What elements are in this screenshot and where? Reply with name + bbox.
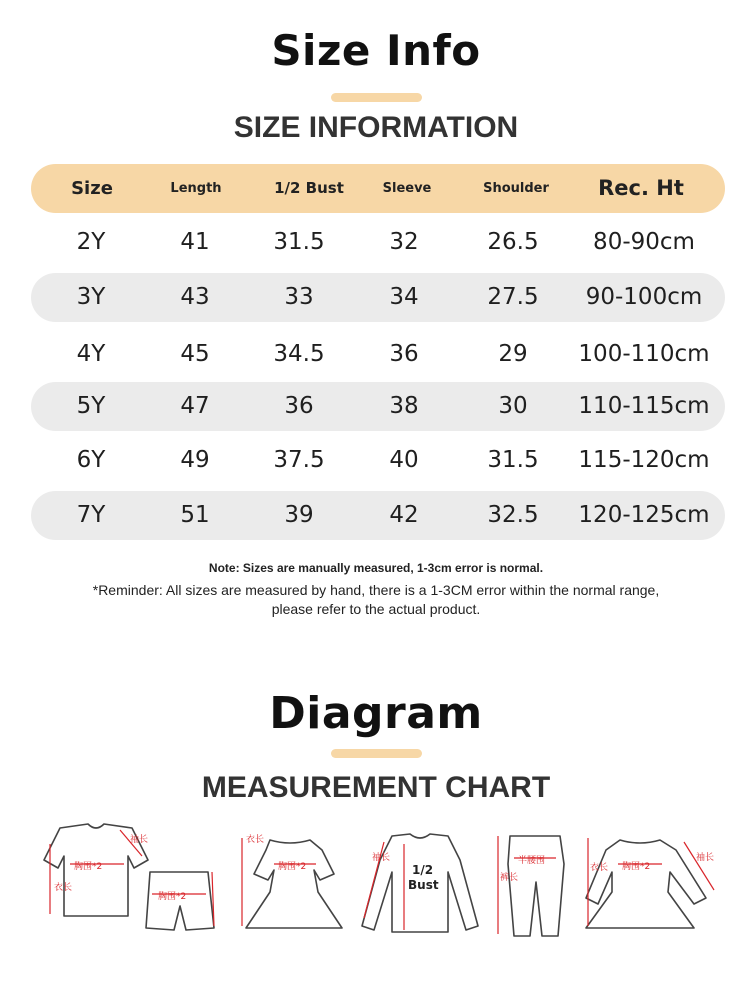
sleeve-tag: 袖长: [696, 853, 715, 863]
column-header-shoulder: Shoulder: [483, 181, 549, 196]
title-underline: [331, 93, 422, 102]
cell-length: 41: [180, 229, 210, 255]
cell-bust: 39: [284, 502, 314, 528]
table-row: [31, 491, 725, 540]
cell-shoulder: 32.5: [487, 502, 539, 528]
table-row: [31, 273, 725, 322]
cell-size: 6Y: [76, 447, 106, 473]
cell-bust: 33: [284, 284, 314, 310]
waist-tag: 半腰围: [518, 856, 546, 866]
section-subtitle: SIZE INFORMATION: [233, 111, 519, 144]
chest-tag: 胸围*2: [278, 862, 307, 872]
cell-rec-ht: 100-110cm: [578, 341, 710, 367]
cell-size: 3Y: [76, 284, 106, 310]
cell-shoulder: 27.5: [487, 284, 539, 310]
table-row: [31, 382, 725, 431]
chest-tag: 胸围*2: [158, 892, 187, 902]
cell-length: 51: [180, 502, 210, 528]
table-header-row: [31, 164, 725, 213]
cell-size: 7Y: [76, 502, 106, 528]
column-header-bust: 1/2 Bust: [274, 179, 344, 197]
sleeve-tag: 袖长: [372, 853, 391, 863]
bust-label-top: 1/2: [412, 863, 434, 877]
cell-bust: 31.5: [273, 229, 325, 255]
cell-rec-ht: 110-115cm: [578, 393, 710, 419]
cell-length: 43: [180, 284, 210, 310]
length-tag: 衣长: [590, 863, 609, 873]
cell-rec-ht: 115-120cm: [578, 447, 710, 473]
cell-bust: 36: [284, 393, 314, 419]
cell-rec-ht: 120-125cm: [578, 502, 710, 528]
cell-size: 5Y: [76, 393, 106, 419]
reminder-line: please refer to the actual product.: [271, 601, 481, 617]
cell-length: 45: [180, 341, 210, 367]
cell-sleeve: 34: [389, 284, 419, 310]
table-row: [31, 218, 725, 267]
pants-outline: [508, 836, 564, 936]
table-row: [31, 436, 725, 485]
cell-length: 49: [180, 447, 210, 473]
cell-rec-ht: 80-90cm: [593, 229, 695, 255]
cell-sleeve: 38: [389, 393, 419, 419]
column-header-sleeve: Sleeve: [382, 181, 432, 196]
cell-sleeve: 40: [389, 447, 419, 473]
cell-bust: 34.5: [273, 341, 325, 367]
cell-bust: 37.5: [273, 447, 325, 473]
reminder-text: [0, 581, 752, 619]
diagram-title: Diagram: [269, 688, 483, 739]
length-tag: 衣长: [246, 835, 265, 845]
cell-shoulder: 26.5: [487, 229, 539, 255]
chest-tag: 胸围*2: [622, 862, 651, 872]
column-header-length: Length: [170, 181, 222, 196]
column-header-rec-ht: Rec. Ht: [598, 176, 684, 200]
cell-shoulder: 31.5: [487, 447, 539, 473]
measurement-note: Note: Sizes are manually measured, 1-3cm error is normal.: [208, 561, 544, 575]
cell-sleeve: 32: [389, 229, 419, 255]
diagram-title-underline: [331, 749, 422, 758]
chest-tag: 胸围*2: [74, 862, 103, 872]
column-header-size: Size: [71, 178, 113, 199]
length-tag: 衣长: [54, 883, 73, 893]
cell-rec-ht: 90-100cm: [585, 284, 703, 310]
cell-size: 2Y: [76, 229, 106, 255]
dress-long-sleeve-outline: [586, 840, 706, 928]
page-title: Size Info: [271, 26, 481, 75]
cell-shoulder: 29: [498, 341, 528, 367]
cell-length: 47: [180, 393, 210, 419]
sleeve-tag: 袖长: [130, 835, 149, 845]
cell-shoulder: 30: [498, 393, 528, 419]
table-row: [31, 330, 725, 379]
measurement-diagram: [0, 820, 752, 950]
cell-size: 4Y: [76, 341, 106, 367]
diagram-subtitle: MEASUREMENT CHART: [201, 771, 551, 804]
pants-length-tag: 裤长: [500, 873, 519, 883]
cell-sleeve: 42: [389, 502, 419, 528]
cell-sleeve: 36: [389, 341, 419, 367]
dress-outline: [246, 840, 342, 928]
bust-label-bottom: Bust: [408, 878, 439, 892]
reminder-line: *Reminder: All sizes are measured by hand, there is a 1-3CM error within the normal range,: [92, 582, 660, 598]
